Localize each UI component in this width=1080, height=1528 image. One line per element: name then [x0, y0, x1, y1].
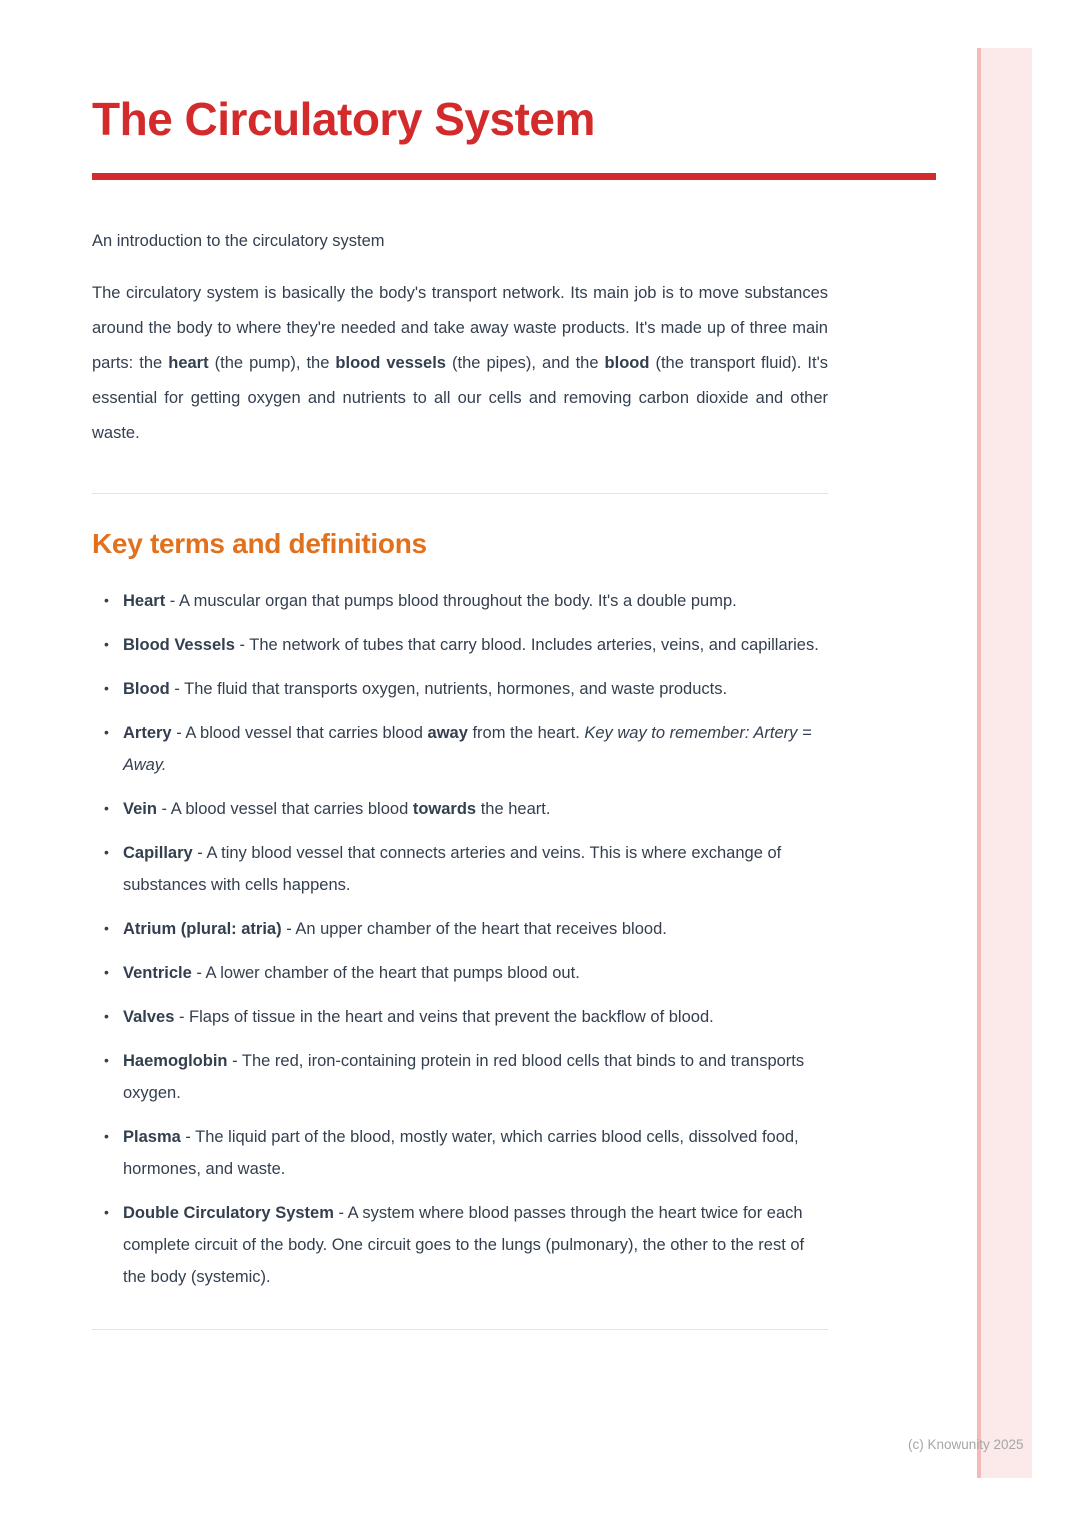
- term-label: Ventricle: [123, 963, 192, 982]
- term-list-item: [92, 1045, 828, 1109]
- term-list-item: [92, 913, 828, 945]
- bullet-dot-icon: •: [104, 963, 109, 980]
- term-list-item: [92, 1001, 828, 1033]
- text-run: - The liquid part of the blood, mostly water, which carries blood cells, dissolved food, hormones, and waste.: [123, 1127, 799, 1178]
- term-list-item: [92, 837, 828, 901]
- bullet-dot-icon: •: [104, 799, 109, 816]
- text-run: the heart.: [476, 799, 551, 818]
- text-run: - The red, iron-containing protein in red blood cells that binds to and transports oxygen.: [123, 1051, 805, 1102]
- content-column: [92, 0, 828, 1330]
- copyright-watermark: (c) Knowunity 2025: [908, 1437, 1024, 1452]
- text-run: - Flaps of tissue in the heart and veins that prevent the backflow of blood.: [174, 1007, 714, 1026]
- key-terms-list: [92, 585, 828, 1293]
- text-run: from the heart.: [467, 723, 585, 742]
- bullet-dot-icon: •: [104, 635, 109, 652]
- bullet-dot-icon: •: [104, 1203, 109, 1220]
- term-list-item: [92, 629, 828, 661]
- bullet-dot-icon: •: [104, 1127, 109, 1144]
- term-label: Valves: [123, 1007, 175, 1026]
- text-run: away: [427, 723, 468, 742]
- term-list-item: [92, 673, 828, 705]
- text-run: (the pump), the: [208, 353, 336, 372]
- text-run: - The network of tubes that carry blood. Includes arteries, veins, and capillaries.: [234, 635, 819, 654]
- top-section-divider: [92, 493, 828, 494]
- bullet-dot-icon: •: [104, 919, 109, 936]
- term-label: Atrium (plural: atria): [123, 919, 282, 938]
- text-run: (the pipes), and the: [446, 353, 605, 372]
- term-label: Blood: [123, 679, 170, 698]
- term-label: Haemoglobin: [123, 1051, 228, 1070]
- text-run: - The fluid that transports oxygen, nutrients, hormones, and waste products.: [169, 679, 728, 698]
- text-run: Key way to remember: Artery = Away.: [123, 723, 812, 774]
- term-label: Artery: [123, 723, 172, 742]
- title-underline-rule: [92, 173, 936, 180]
- term-list-item: [92, 1121, 828, 1185]
- bullet-dot-icon: •: [104, 843, 109, 860]
- text-run: - A system where blood passes through the heart twice for each complete circuit of the body. One circuit goes to the lungs (pulmonary), the other to the rest of the body (systemic).: [123, 1203, 805, 1286]
- bullet-dot-icon: •: [104, 1007, 109, 1024]
- text-run: (the transport fluid). It's essential for getting oxygen and nutrients to all our cells and removing carbon dioxide and other waste.: [92, 353, 828, 442]
- text-run: blood vessels: [335, 353, 446, 372]
- text-run: towards: [412, 799, 477, 818]
- section-heading: Key terms and definitions: [92, 527, 427, 559]
- term-label: Blood Vessels: [123, 635, 235, 654]
- intro-line: An introduction to the circulatory system: [92, 231, 385, 250]
- term-list-item: [92, 793, 828, 825]
- term-label: Heart: [123, 591, 166, 610]
- term-label: Double Circulatory System: [123, 1203, 334, 1222]
- text-run: - A tiny blood vessel that connects arteries and veins. This is where exchange of substances with cells happens.: [123, 843, 782, 894]
- term-label: Plasma: [123, 1127, 181, 1146]
- intro-paragraph: [92, 276, 828, 451]
- text-run: heart: [168, 353, 209, 372]
- term-list-item: [92, 717, 828, 781]
- text-run: - A muscular organ that pumps blood throughout the body. It's a double pump.: [165, 591, 737, 610]
- text-run: - A blood vessel that carries blood: [171, 723, 428, 742]
- bullet-dot-icon: •: [104, 723, 109, 740]
- bullet-dot-icon: •: [104, 591, 109, 608]
- text-run: blood: [604, 353, 650, 372]
- page-title: The Circulatory System: [92, 93, 595, 145]
- term-label: Capillary: [123, 843, 193, 862]
- text-run: - An upper chamber of the heart that receives blood.: [281, 919, 667, 938]
- bottom-section-divider: [92, 1329, 828, 1330]
- term-label: Vein: [123, 799, 157, 818]
- bullet-dot-icon: •: [104, 679, 109, 696]
- term-list-item: [92, 957, 828, 989]
- bullet-dot-icon: •: [104, 1051, 109, 1068]
- text-run: - A blood vessel that carries blood: [156, 799, 413, 818]
- term-list-item: [92, 1197, 828, 1293]
- text-run: - A lower chamber of the heart that pumps blood out.: [191, 963, 580, 982]
- text-run: The circulatory system is basically the body's transport network. Its main job is to move substances around the body to where they're needed and take away waste products. It's made up of three main parts: the: [92, 283, 828, 372]
- right-accent-stripe: [977, 48, 1032, 1478]
- term-list-item: [92, 585, 828, 617]
